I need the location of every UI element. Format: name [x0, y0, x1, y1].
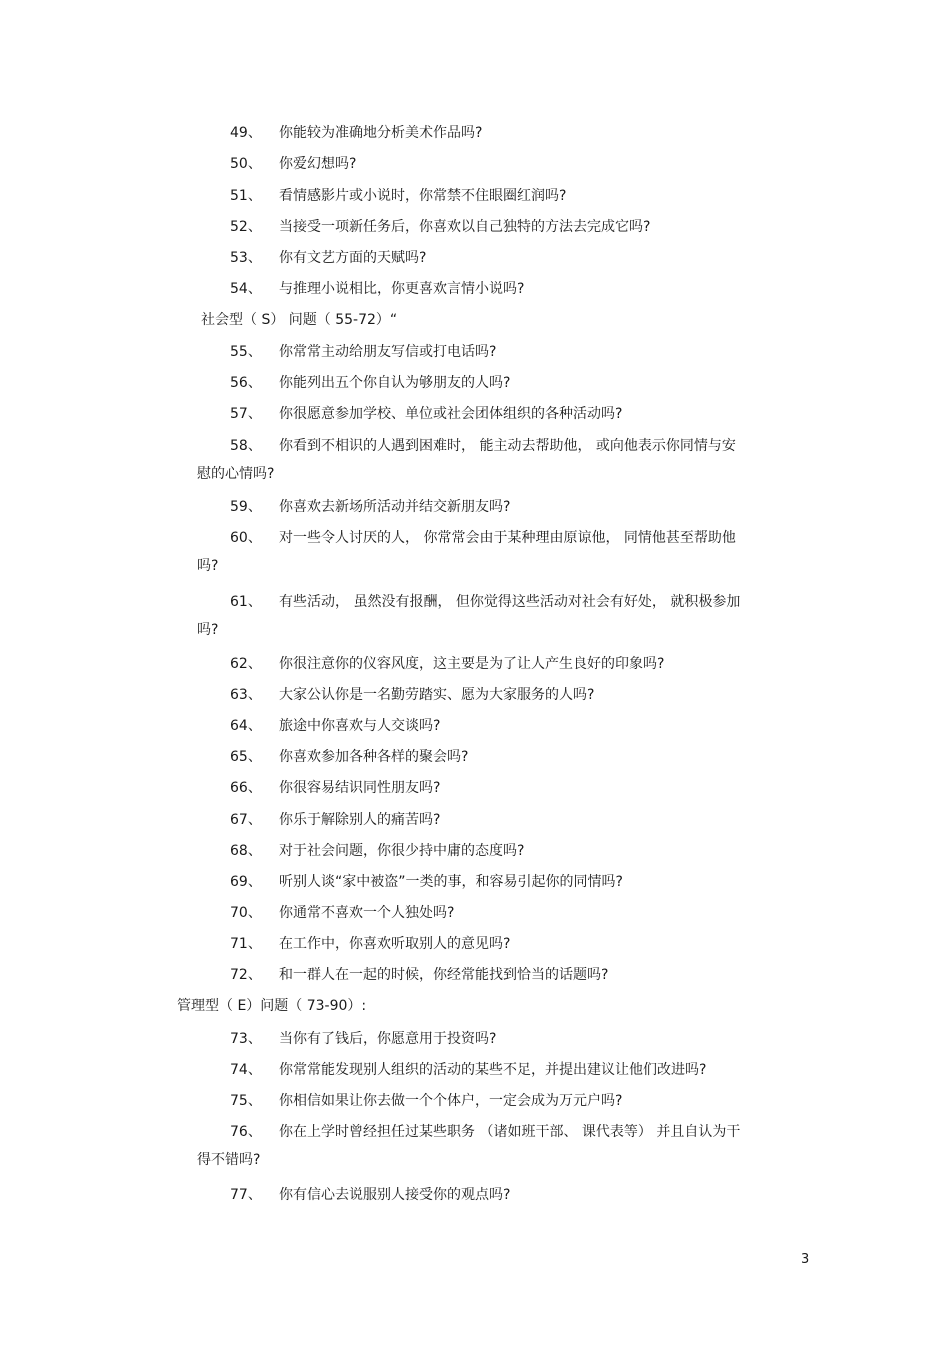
- question-number: 57、: [230, 406, 262, 422]
- section-heading-social: 社会型（ S） 问题（ 55-72）“: [201, 312, 398, 328]
- question-text: 大家公认你是一名勤劳踏实、愿为大家服务的人吗?: [279, 687, 595, 703]
- question-text: 在工作中，你喜欢听取别人的意见吗?: [279, 936, 511, 952]
- question-number: 73、: [230, 1031, 262, 1047]
- question-number: 72、: [230, 967, 262, 983]
- question-text: 你有文艺方面的天赋吗?: [279, 250, 427, 266]
- question-text: 你有信心去说服别人接受你的观点吗?: [279, 1187, 511, 1203]
- question-text: 看情感影片或小说时，你常禁不住眼圈红润吗?: [279, 188, 567, 204]
- question-text-line2: 慰的心情吗?: [197, 466, 275, 482]
- question-number: 74、: [230, 1062, 262, 1078]
- question-number: 54、: [230, 281, 262, 297]
- question-text: 你乐于解除别人的痛苦吗?: [279, 812, 441, 828]
- question-text: 你常常能发现别人组织的活动的某些不足，并提出建议让他们改进吗?: [279, 1062, 707, 1078]
- question-text-line2: 吗?: [197, 558, 219, 574]
- question-text: 当你有了钱后，你愿意用于投资吗?: [279, 1031, 497, 1047]
- question-number: 52、: [230, 219, 262, 235]
- question-number: 56、: [230, 375, 262, 391]
- question-number: 64、: [230, 718, 262, 734]
- question-number: 63、: [230, 687, 262, 703]
- question-number: 50、: [230, 156, 262, 172]
- question-number: 70、: [230, 905, 262, 921]
- question-number: 77、: [230, 1187, 262, 1203]
- question-number: 61、: [230, 594, 262, 610]
- question-number: 67、: [230, 812, 262, 828]
- question-number: 62、: [230, 656, 262, 672]
- question-text-line2: 得不错吗?: [197, 1152, 261, 1168]
- question-number: 55、: [230, 344, 262, 360]
- question-text-line1: 有些活动， 虽然没有报酬， 但你觉得这些活动对社会有好处， 就积极参加: [279, 594, 741, 610]
- question-number: 75、: [230, 1093, 262, 1109]
- question-number: 59、: [230, 499, 262, 515]
- question-text: 你通常不喜欢一个人独处吗?: [279, 905, 455, 921]
- question-number: 53、: [230, 250, 262, 266]
- question-text: 你能较为准确地分析美术作品吗?: [279, 125, 483, 141]
- question-number: 51、: [230, 188, 262, 204]
- question-text: 旅途中你喜欢与人交谈吗?: [279, 718, 441, 734]
- question-text: 你能列出五个你自认为够朋友的人吗?: [279, 375, 511, 391]
- question-number: 69、: [230, 874, 262, 890]
- question-text: 你喜欢参加各种各样的聚会吗?: [279, 749, 469, 765]
- question-text: 与推理小说相比，你更喜欢言情小说吗?: [279, 281, 525, 297]
- question-number: 76、: [230, 1124, 262, 1140]
- question-text: 你常常主动给朋友写信或打电话吗?: [279, 344, 497, 360]
- question-text: 你很注意你的仪容风度，这主要是为了让人产生良好的印象吗?: [279, 656, 665, 672]
- question-number: 58、: [230, 438, 262, 454]
- question-text: 你很容易结识同性朋友吗?: [279, 780, 441, 796]
- question-number: 71、: [230, 936, 262, 952]
- question-number: 60、: [230, 530, 262, 546]
- question-text: 听别人谈“家中被盗”一类的事，和容易引起你的同情吗?: [279, 874, 623, 890]
- question-text-line1: 你看到不相识的人遇到困难时， 能主动去帮助他， 或向他表示你同情与安: [279, 438, 736, 454]
- question-number: 65、: [230, 749, 262, 765]
- question-text-line1: 你在上学时曾经担任过某些职务 （诸如班干部、 课代表等） 并且自认为干: [279, 1124, 741, 1140]
- question-text: 你很愿意参加学校、单位或社会团体组织的各种活动吗?: [279, 406, 623, 422]
- question-text: 对于社会问题，你很少持中庸的态度吗?: [279, 843, 525, 859]
- question-text: 和一群人在一起的时候，你经常能找到恰当的话题吗?: [279, 967, 609, 983]
- question-text: 你喜欢去新场所活动并结交新朋友吗?: [279, 499, 511, 515]
- question-number: 68、: [230, 843, 262, 859]
- question-text-line1: 对一些令人讨厌的人， 你常常会由于某种理由原谅他， 同情他甚至帮助他: [279, 530, 736, 546]
- question-number: 49、: [230, 125, 262, 141]
- question-number: 66、: [230, 780, 262, 796]
- question-text: 你相信如果让你去做一个个体户，一定会成为万元户吗?: [279, 1093, 623, 1109]
- section-heading-enterprise: 管理型（ E）问题（ 73-90）:: [177, 998, 367, 1014]
- question-text-line2: 吗?: [197, 622, 219, 638]
- question-text: 当接受一项新任务后，你喜欢以自己独特的方法去完成它吗?: [279, 219, 651, 235]
- page-number: 3: [801, 1252, 810, 1267]
- question-text: 你爱幻想吗?: [279, 156, 357, 172]
